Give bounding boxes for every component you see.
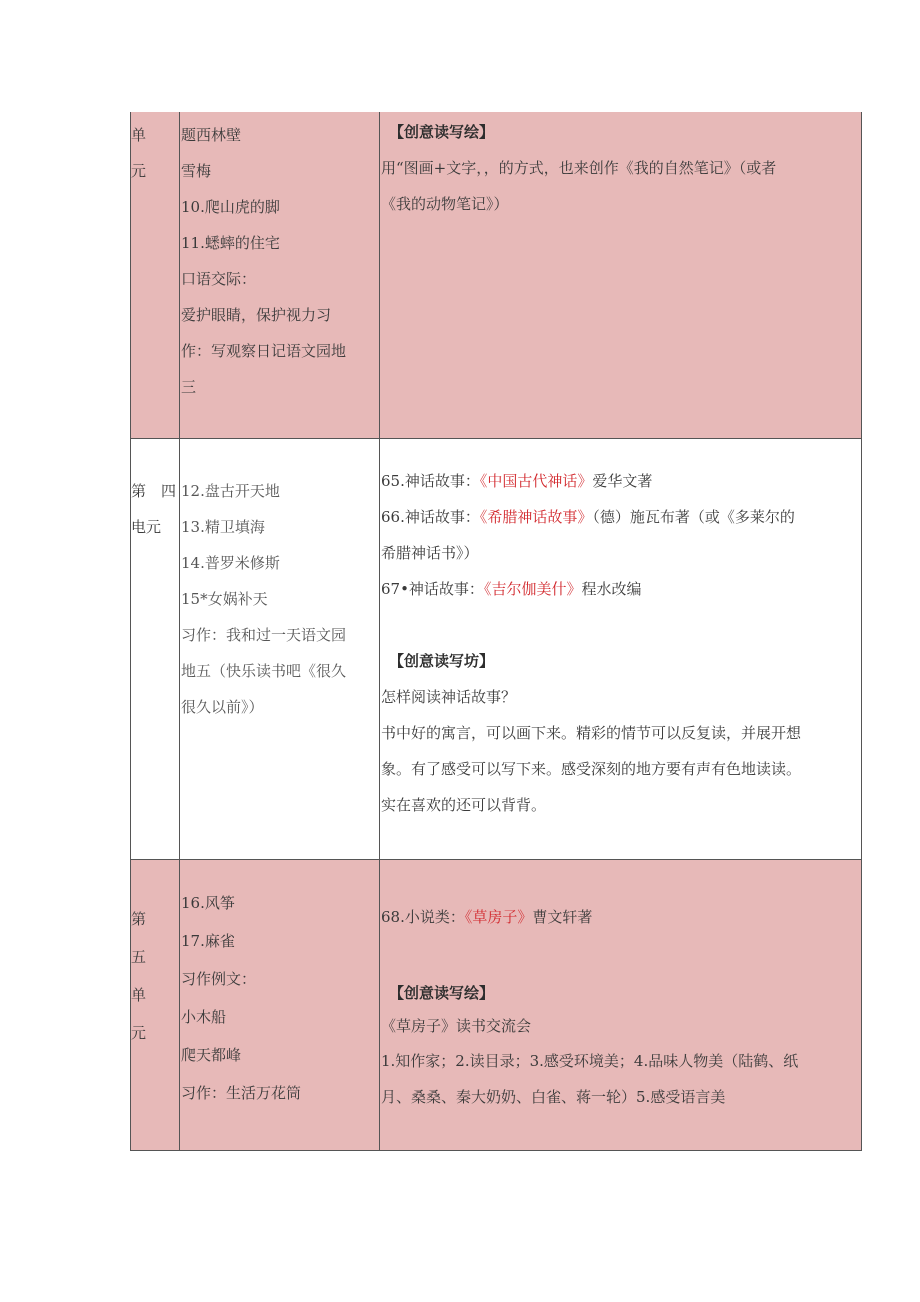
section-heading: 【创意读写绘】 bbox=[389, 984, 495, 1002]
unit-label: 五 bbox=[131, 948, 147, 966]
lesson-item: 题西林壁 bbox=[181, 126, 242, 144]
book-item-suffix: 程水改编 bbox=[581, 580, 642, 598]
lessons-cell bbox=[180, 439, 380, 860]
lesson-item: 14.普罗米修斯 bbox=[181, 554, 280, 572]
unit-cell bbox=[131, 860, 180, 1151]
lessons-cell bbox=[180, 112, 380, 439]
unit-label: 元 bbox=[131, 162, 147, 180]
spacer bbox=[381, 607, 861, 643]
book-item-suffix: 曹文轩著 bbox=[532, 908, 593, 926]
lesson-item: 17.麻雀 bbox=[181, 932, 235, 950]
section-heading: 【创意读写坊】 bbox=[389, 652, 495, 670]
book-item bbox=[381, 463, 861, 499]
unit-label: 第 bbox=[131, 910, 147, 928]
lesson-item: 三 bbox=[181, 378, 197, 396]
lesson-item: 12.盘古开天地 bbox=[181, 482, 280, 500]
unit-label: 第 四 bbox=[131, 482, 177, 500]
table-row bbox=[131, 112, 862, 439]
unit-cell bbox=[131, 439, 180, 860]
lesson-item: 很久以前》） bbox=[181, 698, 264, 716]
unit-cell bbox=[131, 112, 180, 439]
lesson-item: 11.蟋蟀的住宅 bbox=[181, 234, 280, 252]
book-item-prefix: 68.小说类： bbox=[381, 908, 465, 926]
lesson-item: 作：写观察日记语文园地 bbox=[181, 342, 347, 360]
lesson-item: 13.精卫填海 bbox=[181, 518, 265, 536]
reading-text: 象。有了感受可以写下来。感受深刻的地方要有声有色地读读。 bbox=[381, 760, 802, 778]
book-item-prefix: 67•神话故事： bbox=[381, 580, 484, 598]
lesson-item: 小木船 bbox=[181, 1008, 227, 1026]
unit-label: 单 bbox=[131, 126, 147, 144]
lesson-item: 雪梅 bbox=[181, 162, 212, 180]
lessons-cell bbox=[180, 860, 380, 1151]
book-item bbox=[381, 571, 861, 607]
book-title: 《吉尔伽美什》 bbox=[483, 580, 582, 598]
reading-text: 实在喜欢的还可以背背。 bbox=[381, 796, 547, 814]
lesson-item: 爱护眼睛，保护视力习 bbox=[181, 306, 332, 324]
reading-cell bbox=[380, 439, 862, 860]
book-item-suffix: （德）施瓦布著（或《多莱尔的 bbox=[592, 508, 795, 526]
reading-cell bbox=[380, 860, 862, 1151]
book-item-continued: 希腊神话书》） bbox=[381, 544, 479, 562]
spacer bbox=[381, 935, 861, 977]
book-item bbox=[381, 899, 861, 935]
lesson-item: 习作：生活万花筒 bbox=[181, 1084, 302, 1102]
book-title: 《中国古代神话》 bbox=[479, 472, 593, 490]
lesson-item: 16.风筝 bbox=[181, 894, 235, 912]
book-title: 《希腊神话故事》 bbox=[479, 508, 593, 526]
book-item bbox=[381, 499, 861, 535]
book-item-suffix: 爱华文著 bbox=[592, 472, 653, 490]
lesson-item: 地五（快乐读书吧《很久 bbox=[181, 662, 347, 680]
reading-text: 《我的动物笔记》） bbox=[381, 195, 509, 213]
reading-text: 月、桑桑、秦大奶奶、白雀、蒋一轮）5.感受语言美 bbox=[381, 1088, 726, 1106]
book-item-prefix: 65.神话故事： bbox=[381, 472, 480, 490]
table-row bbox=[131, 439, 862, 860]
reading-text: 用“图画+文字，，的方式，也来创作《我的自然笔记》（或者 bbox=[381, 159, 777, 177]
lesson-item: 口语交际： bbox=[181, 270, 257, 288]
lesson-item: 习作：我和过一天语文园 bbox=[181, 626, 347, 644]
reading-text: 书中好的寓言，可以画下来。精彩的情节可以反复读，并展开想 bbox=[381, 724, 802, 742]
unit-label: 电元 bbox=[131, 518, 162, 536]
lesson-item: 习作例文： bbox=[181, 970, 257, 988]
table-row bbox=[131, 860, 862, 1151]
book-title: 《草房子》 bbox=[464, 908, 533, 926]
book-item-prefix: 66.神话故事： bbox=[381, 508, 480, 526]
section-heading: 【创意读写绘】 bbox=[389, 123, 495, 141]
reading-text: 《草房子》读书交流会 bbox=[381, 1017, 532, 1035]
unit-label: 单 bbox=[131, 986, 147, 1004]
lesson-item: 15*女娲补天 bbox=[181, 590, 268, 608]
reading-question: 怎样阅读神话故事？ bbox=[381, 688, 517, 706]
reading-cell bbox=[380, 112, 862, 439]
lesson-item: 爬天都峰 bbox=[181, 1046, 242, 1064]
lesson-item: 10.爬山虎的脚 bbox=[181, 198, 280, 216]
reading-plan-table bbox=[130, 112, 862, 1151]
reading-text: 1.知作家；2.读目录；3.感受环境美；4.品味人物美（陆鹤、纸 bbox=[381, 1052, 799, 1070]
unit-label: 元 bbox=[131, 1024, 147, 1042]
